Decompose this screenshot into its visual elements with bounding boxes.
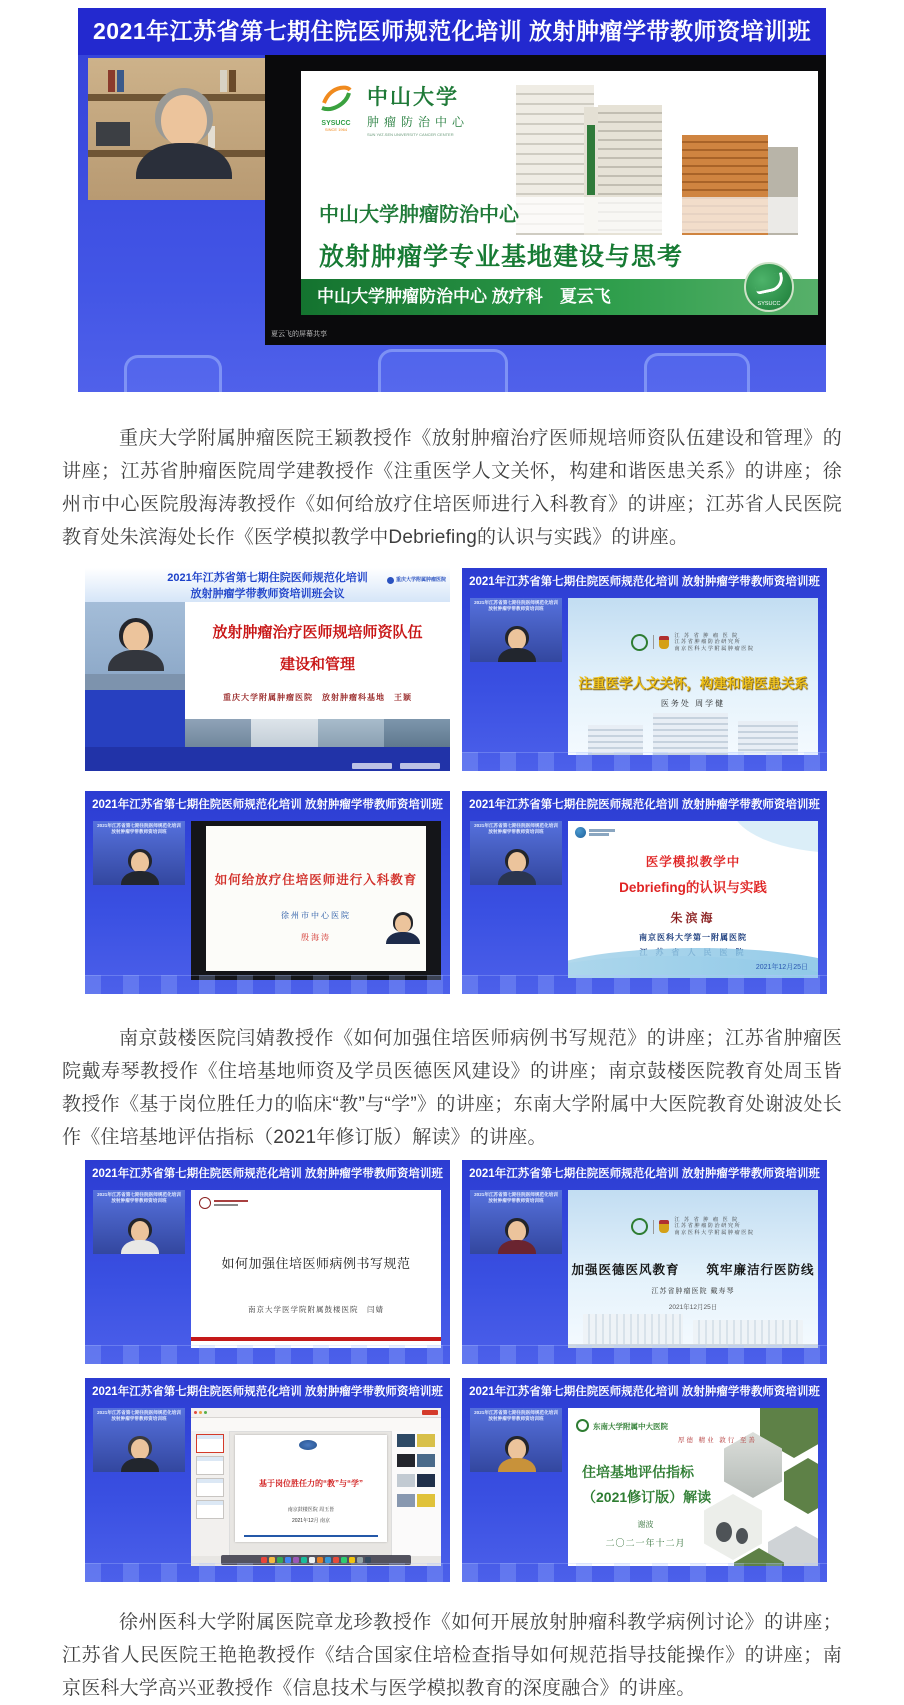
webcam-caption: 2021年江苏省第七期住院医师规范化培训 [97,823,181,828]
slide-title: 加强医德医风教育 筑牢廉洁行医防线 [571,1262,815,1277]
webcam-caption: 2021年江苏省第七期住院医师规范化培训 [474,1410,558,1415]
lecture-screenshot-grid-1 [85,568,827,994]
hospital-building-illustration [568,1308,818,1348]
person-silhouette [116,1434,164,1472]
person-silhouette [116,847,164,885]
presenter-webcam [470,1190,562,1254]
presenter-webcam [470,1408,562,1472]
architecture-decoration [85,1345,450,1364]
webcam-caption: 放射肿瘤学带教师资培训班 [488,1198,544,1203]
slide-thumbnail[interactable] [196,1478,224,1497]
slide [568,1190,818,1348]
image-gallery-panel[interactable] [391,1431,441,1556]
shot-yanjing [85,1160,450,1364]
slide-speaker: 朱滨海 [670,910,716,925]
presenter-webcam [470,598,562,662]
slide-thumbnail[interactable] [196,1434,224,1453]
presenter-webcam [93,821,185,885]
hospital-ring-logo-icon [631,1218,648,1235]
slide: 医学模拟教学中 Debriefing的认识与实践 朱滨海 南京医科大学第一附属医院 2021年12月25日 [568,821,818,978]
hospital-logos-row: 江 苏 省 肿 瘤 医 院 江苏省肿瘤防治研究所 南京医科大学附属肿瘤医院 [568,1217,818,1237]
webcam-caption: 放射肿瘤学带教师资培训班 [111,1198,167,1203]
presenter-webcam [93,1190,185,1254]
webcam-caption: 放射肿瘤学带教师资培训班 [488,829,544,834]
person-silhouette [493,847,541,885]
wave-decoration [732,821,818,853]
lecture-screenshot-grid-2 [85,1160,827,1582]
slide-thumbnail[interactable] [196,1500,224,1519]
shot-header: 2021年江苏省第七期住院医师规范化培训 放射肿瘤学带教师资培训班 [469,576,820,588]
slide-date: 2021年12月25日 [755,964,808,971]
shot-header: 2021年江苏省第七期住院医师规范化培训 放射肿瘤学带教师资培训班 [469,1168,820,1180]
hospital-logo: 东南大学附属中大医院 [576,1416,668,1434]
slide-main-title: 放射肿瘤学专业基地建设与思考 [319,243,684,271]
shot-footer-logos [85,747,450,771]
slide-speaker: 谢波 [637,1519,654,1529]
hospital-ring-logo-icon [631,634,648,651]
slide-title: 注重医学人文关怀，构建和谐医患关系 [578,675,808,691]
screen-share-stage [265,55,826,345]
sysucc-logo: SYSUCC SINCE 1964 中山大学 肿瘤防治中心 SUN YAT-SEN UNIVERSITY CANCER CENTER [313,81,469,137]
slide-band-title: 中山大学肿瘤防治中心 [301,197,818,233]
slide-title-line1: 医学模拟教学中 [645,855,741,870]
slide-speaker: 殷海涛 [301,932,331,942]
hexagon-decoration [784,1458,818,1514]
webcam-caption: 放射肿瘤学带教师资培训班 [488,606,544,611]
shot-header: 2021年江苏省第七期住院医师规范化培训 放射肿瘤学带教师资培训班 [469,799,820,811]
presenter-webcam [93,1408,185,1472]
shot-zhouxuejian [462,568,827,771]
hospital-logo [575,827,615,838]
shot-header: 2021年江苏省第七期住院医师规范化培训 放射肿瘤学带教师资培训班 [92,1386,443,1398]
shot-zhouyujie [85,1378,450,1582]
hospital-shield-logo-icon [659,1220,669,1233]
slide-subtitle: 医务处 周学健 [660,699,726,709]
shot-wangying [85,568,450,771]
hospital-logo-icon [299,1440,317,1450]
webcam-caption: 放射肿瘤学带教师资培训班 [488,1416,544,1421]
webcam-caption: 2021年江苏省第七期住院医师规范化培训 [474,823,558,828]
shot-header: 2021年江苏省第七期住院医师规范化培训 放射肿瘤学带教师资培训班会议 重庆大学附属肿瘤医院 [85,568,450,602]
webcam-caption: 放射肿瘤学带教师资培训班 [111,1416,167,1421]
person-silhouette [124,82,244,178]
hero-banner-title: 2021年江苏省第七期住院医师规范化培训 放射肿瘤学带教师资培训班 [78,8,826,55]
hospital-logo-icon [387,577,394,584]
architecture-decoration [85,975,450,994]
hero-presenter-webcam [88,58,265,200]
shot-header: 2021年江苏省第七期住院医师规范化培训 放射肿瘤学带教师资培训班 [92,1168,443,1180]
presenter-webcam [470,821,562,885]
slide-thumbnail-panel[interactable] [191,1431,230,1556]
paragraph-2: 南京鼓楼医院闫婧教授作《如何加强住培医师病例书写规范》的讲座；江苏省肿瘤医院戴寿琴教授作《住培基地师资及学员医德医风建设》的讲座；南京鼓楼医院教育处周玉皆教授作《基于岗位胜任力的临床“教”与“学”》的讲座；东南大学附属中大医院教育处谢波处长作《住培基地评估指标（2021年修订版）解读》的讲座。 [62,1028,842,1148]
sysucc-swoosh-icon [313,81,359,115]
shot-header: 2021年江苏省第七期住院医师规范化培训 放射肿瘤学带教师资培训班 [92,799,443,811]
slide [206,826,426,971]
slide-canvas: 基于岗位胜任力的“教”与“学” 南京鼓楼医院 周玉皆 2021年12月 南京 [235,1435,387,1542]
webcam-caption: 2021年江苏省第七期住院医师规范化培训 [474,1192,558,1197]
toolbar-ribbon[interactable] [191,1418,441,1432]
person-silhouette [493,1434,541,1472]
person-silhouette [382,910,424,944]
slide [191,1190,441,1348]
window-titlebar [191,1408,441,1418]
slide-title: 如何给放疗住培医师进行入科教育 [214,872,418,887]
architecture-decoration [78,346,826,392]
person-silhouette [493,624,541,662]
slide-title: 基于岗位胜任力的“教”与“学” [259,1478,363,1488]
slide-footer: 中山大学肿瘤防治中心 放疗科 夏云飞 [301,279,818,315]
webcam-caption: 放射肿瘤学带教师资培训班 [111,829,167,834]
sysucc-title-slide [301,71,818,315]
hero-conference-body [78,55,826,392]
red-divider [191,1337,441,1341]
architecture-decoration [85,1563,450,1582]
org-dept: 肿瘤防治中心 [367,115,470,129]
person-silhouette [493,1216,541,1254]
record-button[interactable] [422,1410,438,1415]
presenter-webcam [85,602,185,690]
hero-screenshot [78,8,826,392]
slide-org: 徐州市中心医院 [281,911,351,921]
sysucc-round-logo-icon: SYSUCC [744,262,794,312]
slide-title-line1: 住培基地评估指标 [582,1463,694,1480]
slide-thumbnail[interactable] [196,1456,224,1475]
hospital-photos-strip [185,719,450,747]
webcam-caption: 2021年江苏省第七期住院医师规范化培训 [97,1192,181,1197]
slide-title-line2: （2021修订版）解读 [582,1489,712,1505]
webcam-caption: 2021年江苏省第七期住院医师规范化培训 [97,1410,181,1415]
person-silhouette [101,614,171,670]
slide-date: 2021年12月25日 [668,1304,718,1312]
hospital-logo-icon [199,1197,211,1209]
shot-header: 2021年江苏省第七期住院医师规范化培训 放射肿瘤学带教师资培训班 [469,1386,820,1398]
person-silhouette [116,1216,164,1254]
org-en: SUN YAT-SEN UNIVERSITY CANCER CENTER [367,132,454,137]
powerpoint-window [191,1408,441,1566]
slide [568,598,818,755]
slide-subtitle: 南京大学医学院附属鼓楼医院 闫婧 [248,1304,384,1314]
shot-yinhaitao [85,791,450,994]
paragraph-1: 重庆大学附属肿瘤医院王颖教授作《放射肿瘤治疗医师规培师资队伍建设和管理》的讲座；江苏省肿瘤医院周学建教授作《注重医学人文关怀，构建和谐医患关系》的讲座；徐州市中心医院殷海涛教授作《如何给放疗住培医师进行入科教育》的讲座；江苏省人民医院教育处朱滨海处长作《医学模拟教学中Debriefing的认识与实践》的讲座。 [62,428,842,548]
slide: 放射肿瘤治疗医师规培师资队伍 建设和管理 重庆大学附属肿瘤医院 放射肿瘤科基地 王颖 [185,602,450,747]
hospital-shield-logo-icon [659,636,669,649]
slide-title-line2: Debriefing的认识与实践 [619,879,767,895]
slide-subtitle: 江苏省肿瘤医院 戴寿琴 [651,1288,735,1296]
hospital-motto: 厚德 精业 敦行 至善 [678,1436,757,1444]
slide-title: 如何加强住培医师病例书写规范 [221,1256,411,1272]
screen-share-label: 夏云飞的屏幕共享 [271,331,327,338]
slide-date: 二〇二一年十二月 [605,1537,686,1548]
paragraph-3: 徐州医科大学附属医院章龙珍教授作《如何开展放射肿瘤科教学病例讨论》的讲座；江苏省人民医院王艳艳教授作《结合国家住培检查指导如何规范指导技能操作》的讲座；南京医科大学高兴亚教授作《信息技术与医学模拟教育的深度融合》的讲座。 [62,1612,842,1699]
architecture-decoration [462,975,827,994]
architecture-decoration [462,1345,827,1364]
shot-xiebo [462,1378,827,1582]
hospital-building-illustration [568,711,818,755]
architecture-decoration [462,752,827,771]
hospital-logo-icon [575,827,586,838]
webcam-caption: 2021年江苏省第七期住院医师规范化培训 [474,600,558,605]
hospital-logo [199,1197,248,1209]
slide [568,1408,818,1566]
org-name: 中山大学 [367,86,459,109]
shot-daishouqin [462,1160,827,1364]
architecture-decoration [462,1563,827,1582]
hospital-logo-icon [576,1419,589,1432]
hospital-corner-logo: 重庆大学附属肿瘤医院 [387,572,446,588]
hospital-logos-row: 江 苏 省 肿 瘤 医 院 江苏省肿瘤防治研究所 南京医科大学附属肿瘤医院 [568,633,818,653]
laptop-screen-frame [191,821,441,980]
shot-zhubinhai [462,791,827,994]
